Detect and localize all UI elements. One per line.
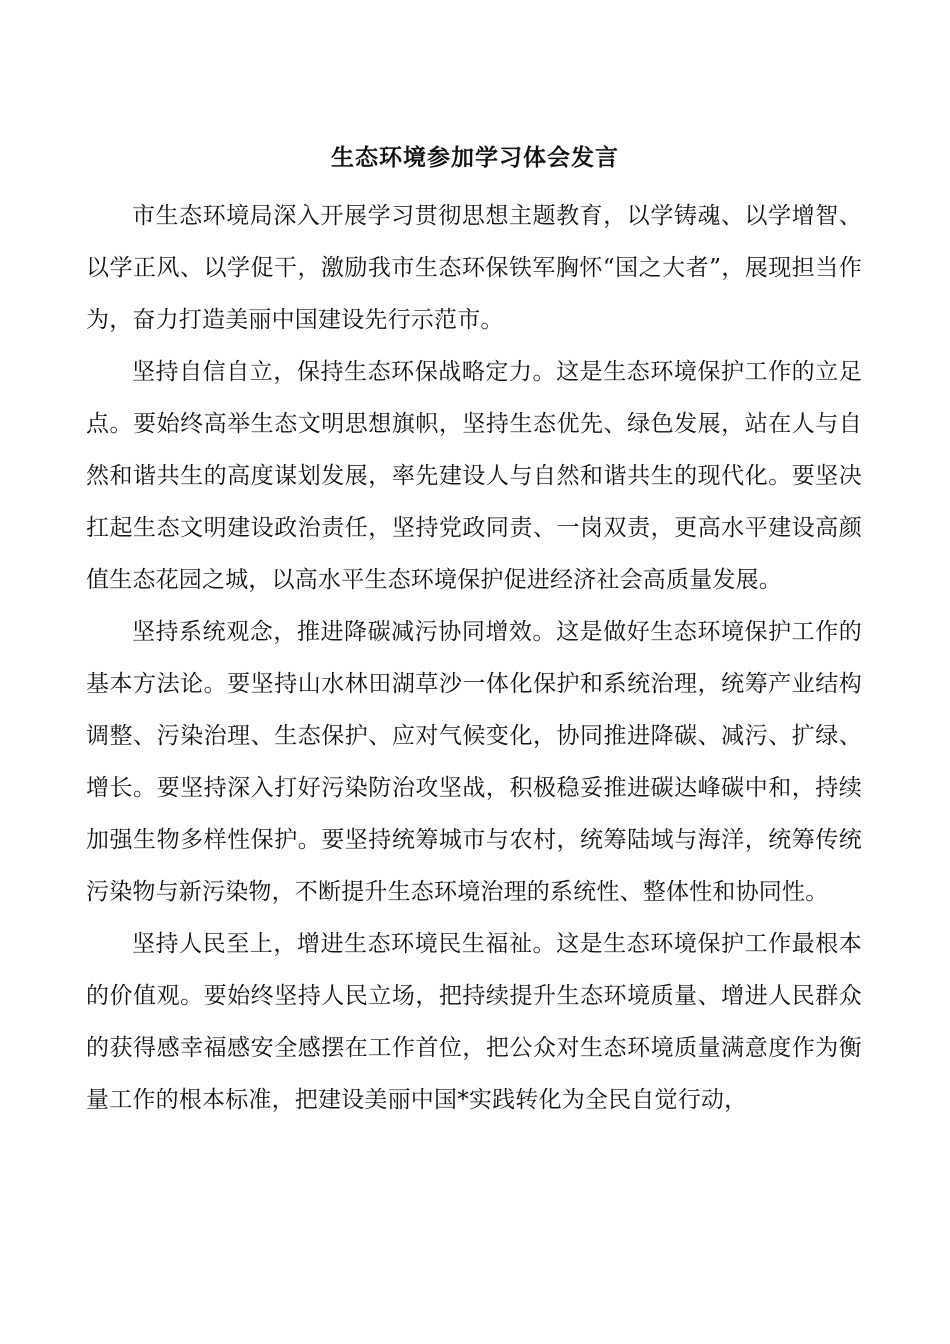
- paragraph-people-first: 坚持人民至上，增进生态环境民生福祉。这是生态环境保护工作最根本的价值观。要始终坚持人民立场，把持续提升生态环境质量、增进人民群众的获得感幸福感安全感摆在工作首位，把公众对生态环境质量满意度作为衡量工作的根本标准，把建设美丽中国*实践转化为全民自觉行动，: [86, 931, 862, 1113]
- document-body: [86, 190, 862, 1126]
- paragraph-intro: 市生态环境局深入开展学习贯彻思想主题教育，以学铸魂、以学增智、以学正风、以学促干，激励我市生态环保铁军胸怀“国之大者”，展现担当作为，奋力打造美丽中国建设先行示范市。: [86, 203, 862, 333]
- paragraph-self-reliance: 坚持自信自立，保持生态环保战略定力。这是生态环境保护工作的立足点。要始终高举生态文明思想旗帜，坚持生态优先、绿色发展，站在人与自然和谐共生的高度谋划发展，率先建设人与自然和谐共生的现代化。要坚决扛起生态文明建设政治责任，坚持党政同责、一岗双责，更高水平建设高颜值生态花园之城，以高水平生态环境保护促进经济社会高质量发展。: [86, 359, 862, 593]
- paragraph-systems-thinking: 坚持系统观念，推进降碳减污协同增效。这是做好生态环境保护工作的基本方法论。要坚持山水林田湖草沙一体化保护和系统治理，统筹产业结构调整、污染治理、生态保护、应对气候变化，协同推进降碳、减污、扩绿、增长。要坚持深入打好污染防治攻坚战，积极稳妥推进碳达峰碳中和，持续加强生物多样性保护。要坚持统筹城市与农村，统筹陆域与海洋，统筹传统污染物与新污染物，不断提升生态环境治理的系统性、整体性和协同性。: [86, 619, 862, 905]
- document-title: 生态环境参加学习体会发言: [331, 144, 619, 171]
